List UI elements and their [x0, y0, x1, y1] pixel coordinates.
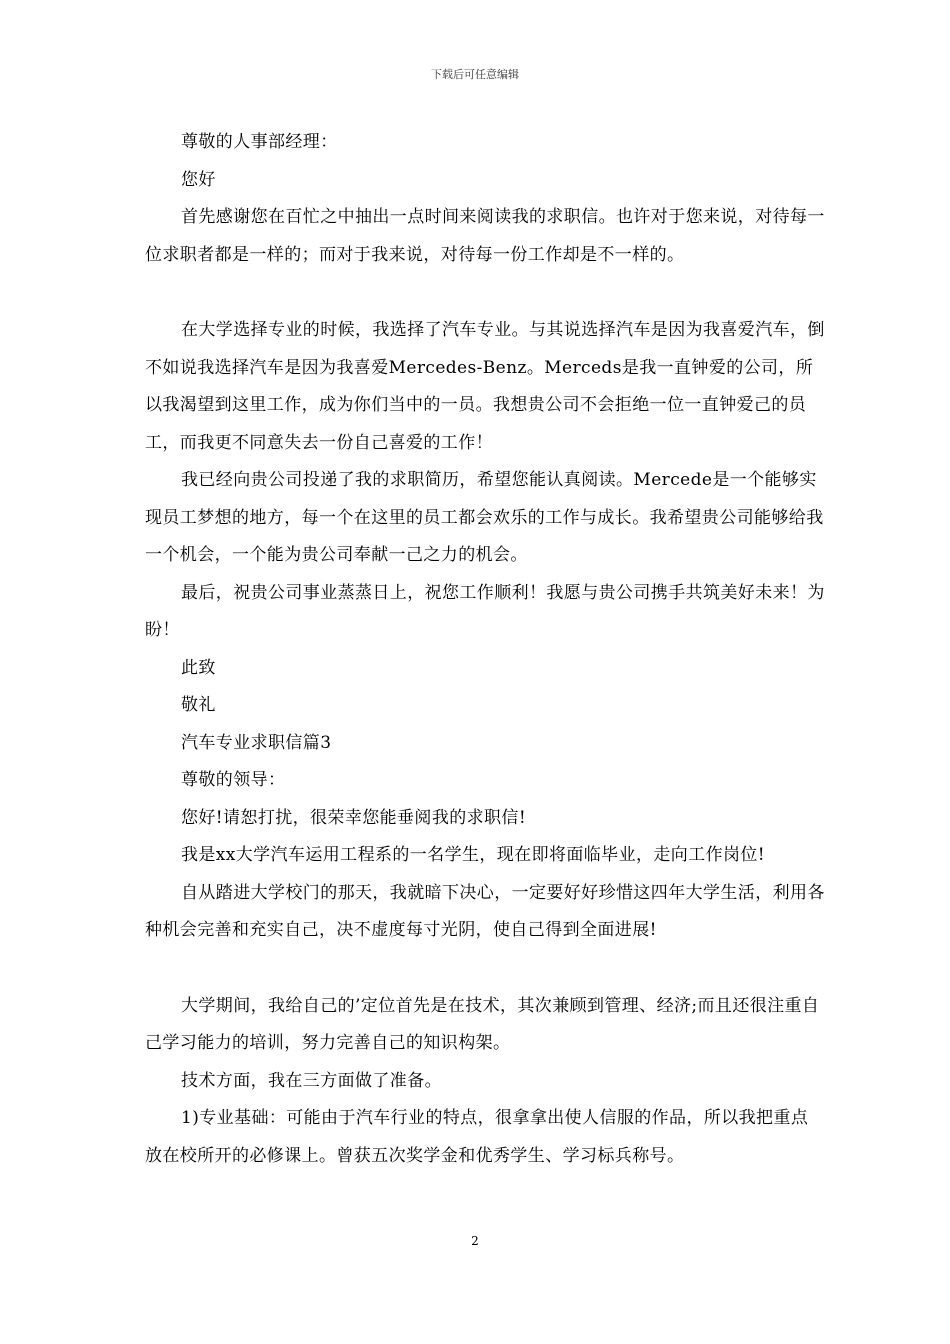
- blank-line: [145, 950, 825, 988]
- paragraph-tech: 技术方面，我在三方面做了准备。: [181, 1070, 442, 1091]
- page-header: 下载后可任意编辑: [431, 68, 519, 81]
- greeting: 您好: [181, 169, 216, 190]
- paragraph-resume: 我已经向贵公司投递了我的求职简历，希望您能认真阅读。Mercede是一个能够实现员工梦想的地方，每一个在这里的员工都会欢乐的工作与成长。我希望贵公司能够给我一个机会，一个能为贵公司奉献一己之力的机会。: [145, 470, 824, 565]
- paragraph-positioning: 大学期间，我给自己的’定位首先是在技术，其次兼顾到管理、经济;而且还很注重自己学习能力的培训，努力完善自己的知识构架。: [145, 995, 820, 1053]
- greeting-2: 您好!请恕打扰，很荣幸您能垂阅我的求职信!: [181, 807, 527, 828]
- paragraph-resolve: 自从踏进大学校门的那天，我就暗下决心，一定要好好珍惜这四年大学生活，利用各种机会完善和充实自己，决不虚度每寸光阴，使自己得到全面进展!: [145, 882, 825, 940]
- paragraph-foundation: 1)专业基础：可能由于汽车行业的特点，很拿拿出使人信服的作品，所以我把重点放在校所开的必修课上。曾获五次奖学金和优秀学生、学习标兵称号。: [145, 1108, 809, 1166]
- paragraph-closing: 最后，祝贵公司事业蒸蒸日上，祝您工作顺利！我愿与贵公司携手共筑美好未来！为盼！: [145, 582, 825, 640]
- page-number: 2: [471, 1234, 479, 1248]
- paragraph-self-intro: 我是xx大学汽车运用工程系的一名学生，现在即将面临毕业，走向工作岗位!: [181, 845, 766, 865]
- salutation-2: 尊敬的领导：: [181, 770, 286, 790]
- section-title: 汽车专业求职信篇3: [181, 732, 332, 753]
- paragraph-major: 在大学选择专业的时候，我选择了汽车专业。与其说选择汽车是因为我喜爱汽车，倒不如说我选择汽车是因为我喜爱Mercedes-Benz。Merceds是我一直钟爱的公司，所以我渴望到这里工作，成为你们当中的一员。我想贵公司不会拒绝一位一直钟爱己的员工，而我更不同意失去一份自己喜爱的工作！: [145, 320, 825, 453]
- closing-cizhi: 此致: [181, 657, 216, 678]
- closing-jingli: 敬礼: [181, 695, 216, 715]
- document-body: [145, 124, 825, 1175]
- blank-line: [145, 274, 825, 312]
- paragraph-intro: 首先感谢您在百忙之中抽出一点时间来阅读我的求职信。也许对于您来说，对待每一位求职者都是一样的；而对于我来说，对待每一份工作却是不一样的。: [145, 207, 825, 265]
- salutation: 尊敬的人事部经理：: [181, 132, 338, 152]
